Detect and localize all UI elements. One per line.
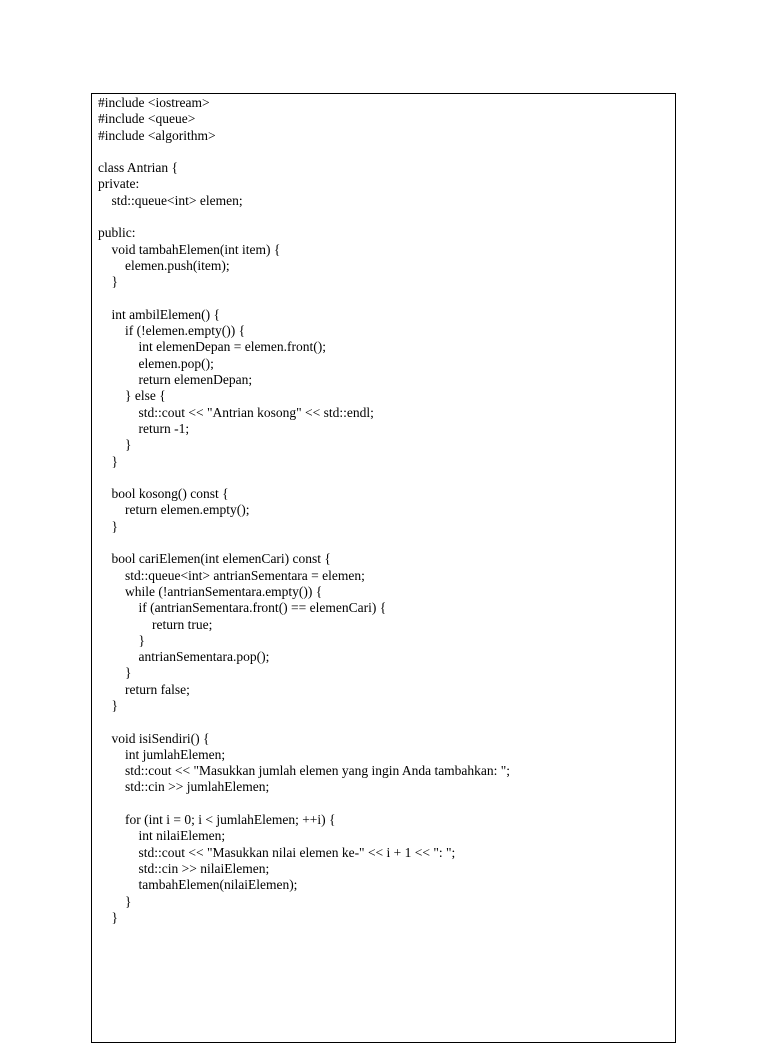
code-line: std::queue<int> elemen; — [98, 192, 243, 208]
code-line: antrianSementara.pop(); — [98, 649, 270, 665]
code-line: std::cout << "Masukkan nilai elemen ke-" << i + 1 << ": "; — [98, 844, 456, 860]
code-line: std::queue<int> antrianSementara = elemen; — [98, 567, 365, 583]
code-line: #include <algorithm> — [98, 127, 216, 143]
code-line: } — [98, 697, 118, 713]
code-listing — [98, 95, 510, 926]
code-line: #include <iostream> — [98, 95, 210, 110]
code-line: } else { — [98, 388, 166, 404]
code-line: while (!antrianSementara.empty()) { — [98, 583, 323, 599]
code-line: } — [98, 632, 145, 648]
code-line: std::cin >> nilaiElemen; — [98, 860, 270, 876]
code-line: return elemenDepan; — [98, 372, 253, 388]
code-line: std::cout << "Masukkan jumlah elemen yang ingin Anda tambahkan: "; — [98, 763, 511, 779]
code-line: std::cout << "Antrian kosong" << std::endl; — [98, 404, 374, 420]
code-line — [98, 144, 510, 160]
code-line: } — [98, 274, 118, 290]
code-line: } — [98, 665, 132, 681]
code-line — [98, 796, 510, 812]
code-line: return true; — [98, 616, 213, 632]
code-line — [98, 470, 510, 486]
code-line: int ambilElemen() { — [98, 306, 220, 322]
code-line: #include <queue> — [98, 111, 196, 127]
code-line: for (int i = 0; i < jumlahElemen; ++i) { — [98, 812, 336, 828]
code-line: return -1; — [98, 420, 190, 436]
code-line — [98, 535, 510, 551]
code-line — [98, 714, 510, 730]
code-line: tambahElemen(nilaiElemen); — [98, 877, 298, 893]
code-listing-box — [91, 93, 676, 1043]
code-line: } — [98, 518, 118, 534]
code-line: return elemen.empty(); — [98, 502, 250, 518]
code-line — [98, 291, 510, 307]
code-line: void isiSendiri() { — [98, 730, 210, 746]
code-line: private: — [98, 176, 140, 192]
code-line: elemen.push(item); — [98, 257, 230, 273]
code-line: int nilaiElemen; — [98, 828, 226, 844]
code-line — [98, 209, 510, 225]
code-line: class Antrian { — [98, 160, 178, 176]
code-line: bool cariElemen(int elemenCari) const { — [98, 551, 331, 567]
code-line: elemen.pop(); — [98, 355, 214, 371]
code-line: } — [98, 437, 132, 453]
code-line: void tambahElemen(int item) { — [98, 241, 281, 257]
code-line: } — [98, 909, 118, 925]
code-line: int jumlahElemen; — [98, 746, 226, 762]
code-line: if (antrianSementara.front() == elemenCari) { — [98, 600, 387, 616]
code-line: return false; — [98, 681, 190, 697]
code-line: } — [98, 453, 118, 469]
code-line: bool kosong() const { — [98, 486, 229, 502]
code-line: if (!elemen.empty()) { — [98, 323, 246, 339]
code-line: public: — [98, 225, 136, 241]
code-line: std::cin >> jumlahElemen; — [98, 779, 270, 795]
code-line: } — [98, 893, 132, 909]
code-line: int elemenDepan = elemen.front(); — [98, 339, 327, 355]
